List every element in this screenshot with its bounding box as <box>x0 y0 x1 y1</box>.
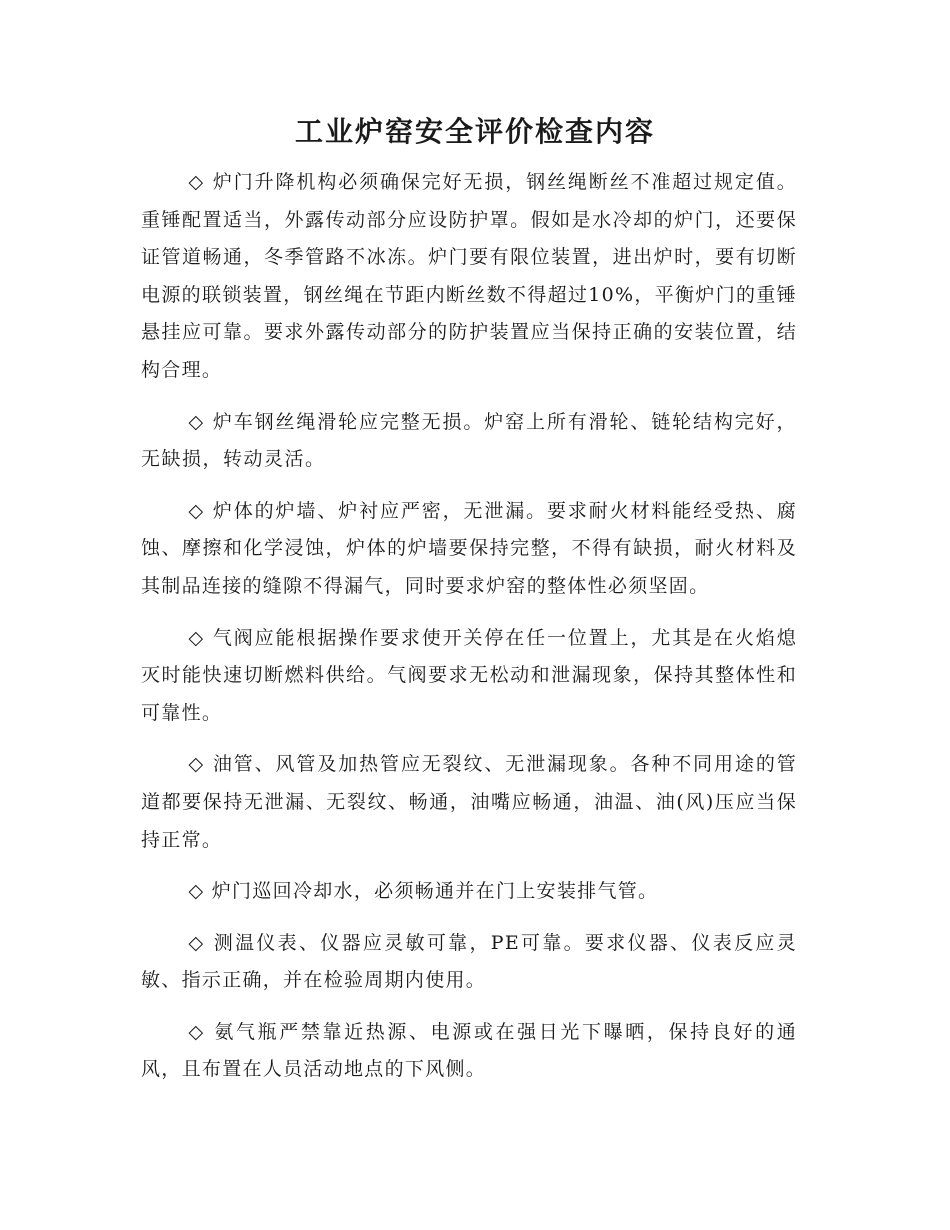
paragraph-ammonia-cylinder: ◇ 氨气瓶严禁靠近热源、电源或在强日光下曝晒，保持良好的通风，且布置在人员活动地点的下风侧。 <box>141 1020 797 1081</box>
paragraph-instruments: ◇ 测温仪表、仪器应灵敏可靠，PE可靠。要求仪器、仪表反应灵敏、指示正确，并在检验周期内使用。 <box>141 931 797 992</box>
paragraph-gas-valve: ◇ 气阀应能根据操作要求使开关停在任一位置上，尤其是在火焰熄灭时能快速切断燃料供给。气阀要求无松动和泄漏现象，保持其整体性和可靠性。 <box>141 626 797 724</box>
paragraph-furnace-wall: ◇ 炉体的炉墙、炉衬应严密，无泄漏。要求耐火材料能经受热、腐蚀、摩擦和化学浸蚀，炉体的炉墙要保持完整，不得有缺损，耐火材料及其制品连接的缝隙不得漏气，同时要求炉窑的整体性必须坚固。 <box>141 499 797 597</box>
paragraph-car-pulley: ◇ 炉车钢丝绳滑轮应完整无损。炉窑上所有滑轮、链轮结构完好，无缺损，转动灵活。 <box>141 410 797 471</box>
document-title: 工业炉窑安全评价检查内容 <box>294 115 655 148</box>
paragraph-furnace-door-lift: ◇ 炉门升降机构必须确保完好无损，钢丝绳断丝不准超过规定值。重锤配置适当，外露传动部分应设防护罩。假如是水冷却的炉门，还要保证管道畅通，冬季管路不冰冻。炉门要有限位装置，进出炉时，要有切断电源的联锁装置，钢丝绳在节距内断丝数不得超过10%，平衡炉门的重锤悬挂应可靠。要求外露传动部分的防护装置应当保持正确的安装位置，结构合理。 <box>141 171 797 381</box>
paragraph-pipes: ◇ 油管、风管及加热管应无裂纹、无泄漏现象。各种不同用途的管道都要保持无泄漏、无裂纹、畅通，油嘴应畅通，油温、油(风)压应当保持正常。 <box>141 753 797 851</box>
document-body <box>141 164 797 1103</box>
paragraph-cooling-water: ◇ 炉门巡回冷却水，必须畅通并在门上安装排气管。 <box>188 880 659 903</box>
